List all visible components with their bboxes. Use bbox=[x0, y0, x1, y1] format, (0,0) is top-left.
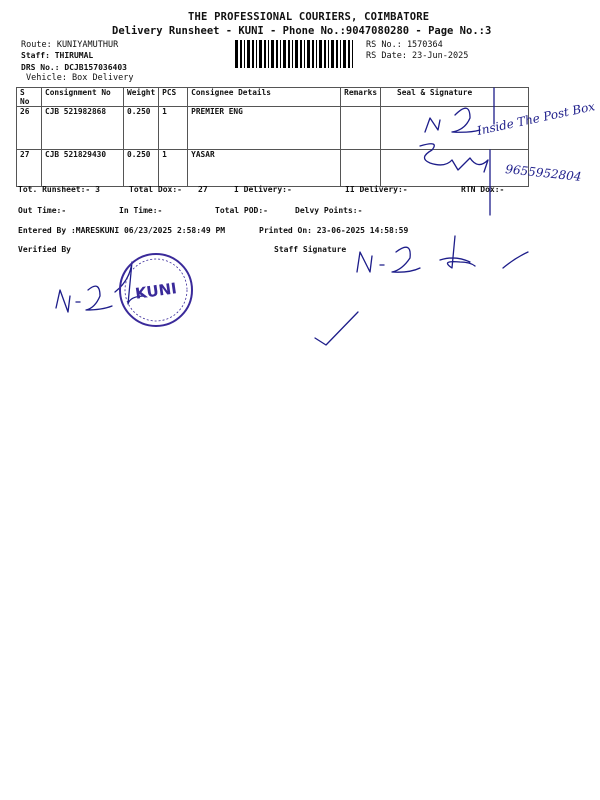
row26-note: Inside The Post Box bbox=[475, 99, 597, 138]
kuni-stamp bbox=[120, 254, 192, 326]
cell-weight: 0.250 bbox=[124, 150, 159, 187]
route-label: Route: KUNIYAMUTHUR bbox=[21, 40, 119, 50]
cell-consignment: CJB 521829430 bbox=[42, 150, 124, 187]
cell-weight: 0.250 bbox=[124, 107, 159, 150]
printed-on: Printed On: 23-06-2025 14:58:59 bbox=[259, 226, 409, 235]
in-time: In Time:- bbox=[119, 206, 163, 215]
cell-pcs: 1 bbox=[159, 107, 188, 150]
col-weight: Weight bbox=[124, 88, 159, 107]
i-delivery: I Delivery:- bbox=[234, 185, 292, 194]
col-pcs: PCS bbox=[159, 88, 188, 107]
rs-no-label: RS No.: 1570364 bbox=[366, 40, 443, 50]
col-remarks: Remarks bbox=[341, 88, 381, 107]
out-time: Out Time:- bbox=[18, 206, 67, 215]
tot-runsheet: Tot. Runsheet:- 3 bbox=[18, 185, 100, 194]
runsheet-title: Delivery Runsheet - KUNI - Phone No.:9047080280 - Page No.:3 bbox=[112, 25, 492, 37]
stamp-text: KUNI bbox=[134, 279, 178, 303]
rtn-dox: RTN Dox:- bbox=[461, 185, 505, 194]
rs-date-label: RS Date: 23-Jun-2025 bbox=[366, 51, 469, 61]
signature-row27 bbox=[420, 144, 490, 215]
total-pod: Total POD:- bbox=[215, 206, 268, 215]
cell-sno: 26 bbox=[17, 107, 42, 150]
ii-delivery: II Delivery:- bbox=[345, 185, 408, 194]
verified-signature bbox=[56, 262, 145, 312]
delvy-points: Delvy Points:- bbox=[295, 206, 363, 215]
col-seal: Seal & Signature bbox=[381, 88, 529, 107]
total-dox-value: 27 bbox=[198, 185, 208, 194]
check-mark-icon bbox=[315, 312, 358, 345]
vehicle-label: Vehicle: Box Delivery bbox=[26, 73, 134, 83]
verified-by-label: Verified By bbox=[18, 245, 71, 254]
col-consignment: Consignment No bbox=[42, 88, 124, 107]
cell-consignee: PREMIER ENG bbox=[188, 107, 341, 150]
cell-consignee: YASAR bbox=[188, 150, 341, 187]
company-title: THE PROFESSIONAL COURIERS, COIMBATORE bbox=[188, 11, 430, 23]
entered-by: Entered By :MARESKUNI 06/23/2025 2:58:49 PM bbox=[18, 226, 226, 235]
cell-sno: 27 bbox=[17, 150, 42, 187]
col-consignee: Consignee Details bbox=[188, 88, 341, 107]
staff-label: Staff: THIRUMAL bbox=[21, 51, 94, 60]
row27-phone: 9655952804 bbox=[504, 162, 583, 184]
total-dox-label: Total Dox:- bbox=[129, 185, 182, 194]
col-sno: S No bbox=[17, 88, 42, 107]
cell-consignment: CJB 521982868 bbox=[42, 107, 124, 150]
staff-signature-label: Staff Signature bbox=[274, 245, 347, 254]
cell-pcs: 1 bbox=[159, 150, 188, 187]
staff-signature bbox=[357, 236, 528, 272]
drs-label: DRS No.: DCJB157036403 bbox=[21, 63, 127, 72]
